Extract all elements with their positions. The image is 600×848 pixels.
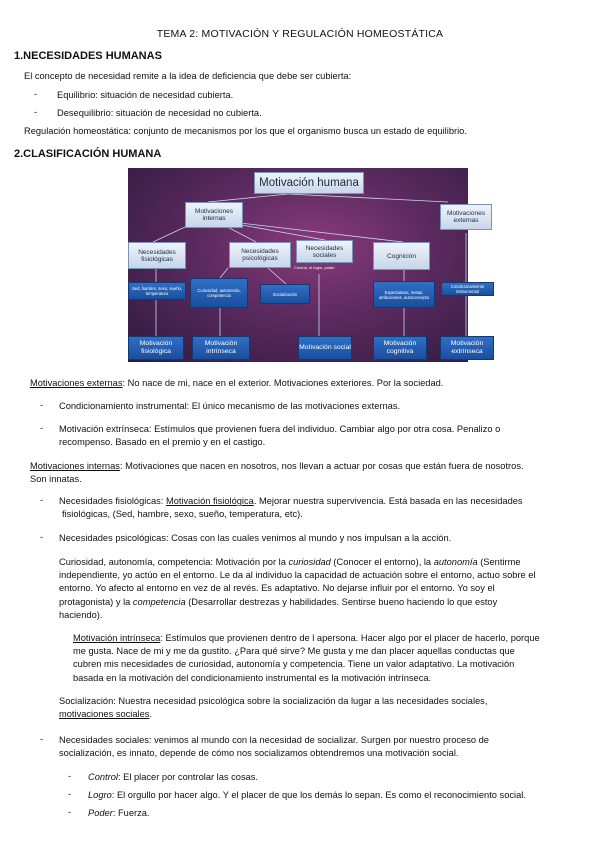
externas-paragraph: Motivaciones externas: No nace de mi, nace en el exterior. Motivaciones exteriores. Por la sociedad.	[30, 378, 444, 388]
intrinseca-paragraph: Motivación intrínseca: Estímulos que provienen dentro de l apersona. Hacer algo por el placer de hacerlo, porque me gusta. Nace de mi y me da gustito. ¿Para qué sirve? Me gusta y me dan placer aquellas conductas que cubren mis necesidades de curiosidad, autonomía y competencia. Tiene un valor adaptativo. La motivación basada en la motivación del condicionamiento instrumental es la motivación intrínseca.	[73, 633, 540, 683]
section-1-heading: 1.NECESIDADES HUMANAS	[14, 50, 162, 62]
sociales-item-poder: Poder: Fuerza.	[88, 808, 150, 818]
psicologicas-bullet: Necesidades psicológicas: Cosas con las cuales venimos al mundo y nos impulsan a la acción.	[59, 533, 452, 543]
diagram-internas-node: Motivaciones internas	[185, 202, 243, 228]
internas-label: Motivaciones internas	[30, 461, 120, 471]
diagram-curiosidad-detail: Curiosidad, autonomía, competencia	[190, 278, 248, 308]
diagram-externas-node: Motivaciones externas	[440, 204, 492, 230]
regulation-definition: Regulación homeostática: conjunto de mecanismos por los que el organismo busca un estado de equilibrio.	[24, 126, 467, 136]
diagram-fisio-detail: Sed, hambre, sexo, sueño, temperatura	[128, 282, 186, 300]
curiosidad-paragraph: Curiosidad, autonomía, competencia: Motivación por la curiosidad (Conocer el entorno), la autonomía (Sentirme independiente, yo actúo en el entorno. Le da al individuo la capacidad de actuación sobre el entorno, actuo sobre el entorno. Yo afecto al entorno en vez de al revés. Es adaptativo. No dejarse influir por el entorno. Yo soy el protagonista) y la competencia (Desarrollar destrezas y habilidades. Sentirse bueno haciendo lo que estoy haciendo).	[59, 557, 536, 620]
diagram-sociales-sub: Control, el logro, poder	[294, 265, 335, 270]
diagram-cognicion-detail: Expectativas, metas, atribuciones, autoconcepto	[373, 281, 435, 308]
fisiologicas-bullet: Necesidades fisiológicas: Motivación fisiológica. Mejorar nuestra supervivencia. Está basada en las necesidades fisiológicas, (Sed, hambre, sexo, sueño, temperatura, etc).	[59, 496, 523, 519]
section-2-heading: 2.CLASIFICACIÓN HUMANA	[14, 148, 162, 160]
diagram-bottom-social: Motivación social	[298, 336, 352, 360]
motivation-diagram	[128, 168, 485, 362]
section-1-intro: El concepto de necesidad remite a la idea de deficiencia que debe ser cubierta:	[24, 71, 352, 81]
sociales-bullet: Necesidades sociales: venimos al mundo con la necesidad de socializar. Surgen por nuestro proceso de socialización, es innato, depende de cómo nos socializamos obtendremos una motivación social.	[59, 735, 489, 759]
document-title: TEMA 2: MOTIVACIÓN Y REGULACIÓN HOMEOSTÁTICA	[156, 28, 444, 40]
diagram-condicionamiento: Condicionamiento instrumental	[441, 282, 494, 296]
bullet-equilibrio: Equilibrio: situación de necesidad cubierta.	[57, 90, 234, 100]
diagram-sociales-node: Necesidades sociales	[296, 240, 353, 263]
diagram-bottom-intrinseca: Motivación intrínseca	[192, 336, 250, 360]
bullet-desequilibrio: Desequilibrio: situación de necesidad no cubierta.	[57, 108, 262, 118]
diagram-bottom-cognitiva: Motivación cognitiva	[373, 336, 427, 360]
diagram-bottom-extrinseca: Motivación extrínseca	[440, 336, 494, 360]
diagram-top-node: Motivación humana	[254, 172, 364, 194]
diagram-fisiologicas-node: Necesidades fisiológicas	[128, 242, 186, 269]
sociales-item-control: Control: El placer por controlar las cosas.	[88, 772, 259, 782]
socializacion-paragraph: Socialización: Nuestra necesidad psicológica sobre la socialización da lugar a las necesidades sociales, motivaciones sociales.	[59, 696, 488, 720]
diagram-psicologicas-node: Necesidades psicológicas	[229, 242, 291, 268]
externas-bullet-extrinseca: Motivación extrínseca: Estímulos que provienen fuera del individuo. Cambiar algo por otra cosa. Penalizo o recompenso. Basado en el premio y en el castigo.	[59, 424, 501, 448]
sociales-item-logro: Logro: El orgullo por hacer algo. Y el placer de que los demás lo sepan. Es como el reconocimiento social.	[88, 790, 526, 800]
diagram-cognicion-node: Cognición	[373, 242, 430, 270]
diagram-socializacion: Socialización	[260, 284, 310, 304]
diagram-bottom-fisiologica: Motivación fisiológica	[128, 336, 184, 360]
externas-label: Motivaciones externas	[30, 378, 123, 388]
externas-bullet-condicionamiento: Condicionamiento instrumental: El único mecanismo de las motivaciones externas.	[59, 401, 401, 411]
internas-paragraph: Motivaciones internas: Motivaciones que nacen en nosotros, nos llevan a actuar por cosas que están fuera de nosotros. Son innatas.	[30, 461, 524, 485]
